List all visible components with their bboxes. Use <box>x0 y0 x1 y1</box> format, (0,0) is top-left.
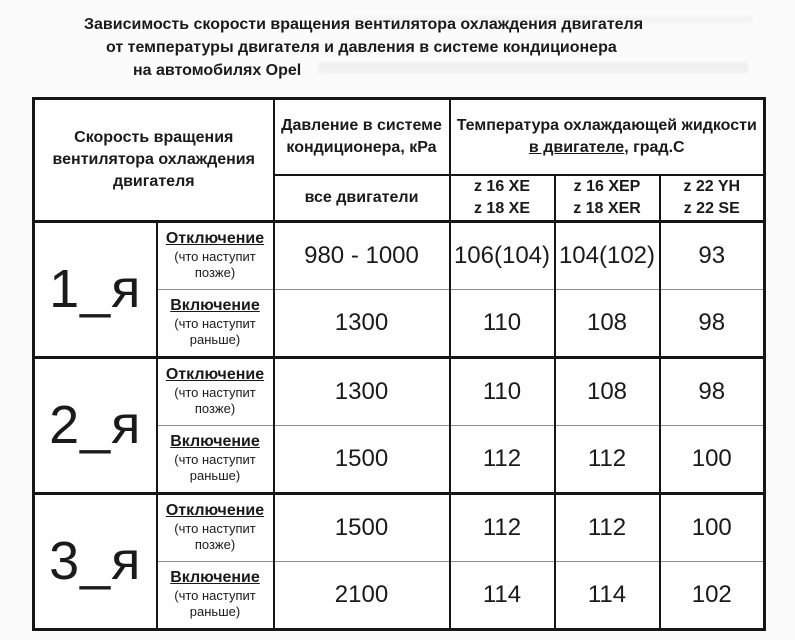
temp-value: 110 <box>450 357 555 425</box>
temp-value: 112 <box>555 493 660 561</box>
header-all-engines: все двигатели <box>274 175 450 222</box>
temp-value: 108 <box>555 289 660 357</box>
mode-label: Отключение <box>165 366 265 383</box>
title-line-2: от температуры двигателя и давления в системе кондиционера <box>106 39 617 56</box>
temp-value: 112 <box>555 425 660 493</box>
engine-code: z 16 XE <box>473 177 531 195</box>
mode-cell <box>157 493 274 561</box>
mode-note: (что наступит раньше) <box>174 316 256 347</box>
engine-code: z 16 XEP <box>573 177 641 195</box>
speed-label-2: 2_я <box>34 357 157 493</box>
mode-cell <box>157 425 274 493</box>
watermark-smudge <box>318 62 748 73</box>
temp-value: 108 <box>555 357 660 425</box>
header-engine-col-3 <box>660 175 765 222</box>
temp-value: 98 <box>660 289 765 357</box>
engine-code: z 22 YH <box>683 177 741 195</box>
mode-cell <box>157 221 274 289</box>
pressure-value: 980 - 1000 <box>274 221 450 289</box>
mode-cell <box>157 289 274 357</box>
header-temperature <box>450 99 765 175</box>
pressure-value: 1500 <box>274 425 450 493</box>
header-fan-speed: Скорость вращения вентилятора охлаждения двигателя <box>34 99 274 222</box>
temp-value: 104(102) <box>555 221 660 289</box>
pressure-value: 1300 <box>274 289 450 357</box>
fan-speed-table <box>32 97 766 631</box>
mode-label: Отключение <box>165 230 265 247</box>
temp-value: 106(104) <box>450 221 555 289</box>
temp-value: 110 <box>450 289 555 357</box>
mode-label: Включение <box>170 569 260 586</box>
mode-cell <box>157 561 274 629</box>
speed-label-3: 3_я <box>34 493 157 629</box>
temp-value: 100 <box>660 493 765 561</box>
mode-label: Включение <box>170 297 260 314</box>
mode-note: (что наступит позже) <box>174 249 256 280</box>
header-temperature-underlined: в двигателе <box>528 138 625 156</box>
engine-code: z 18 XE <box>473 199 531 217</box>
title-line-1: Зависимость скорости вращения вентилятора охлаждения двигателя <box>84 16 644 33</box>
header-engine-col-1 <box>450 175 555 222</box>
engine-code: z 22 SE <box>683 199 740 217</box>
header-pressure: Давление в системе кондиционера, кРа <box>274 99 450 175</box>
mode-cell <box>157 357 274 425</box>
temp-value: 112 <box>450 493 555 561</box>
temp-value: 93 <box>660 221 765 289</box>
mode-label: Отключение <box>165 502 265 519</box>
header-engine-col-2 <box>555 175 660 222</box>
mode-note: (что наступит позже) <box>174 385 256 416</box>
watermark-smudge <box>352 16 752 23</box>
temp-value: 98 <box>660 357 765 425</box>
speed-label-1: 1_я <box>34 221 157 357</box>
pressure-value: 2100 <box>274 561 450 629</box>
mode-note: (что наступит раньше) <box>174 588 256 619</box>
mode-label: Включение <box>170 433 260 450</box>
temp-value: 102 <box>660 561 765 629</box>
header-temperature-line1: Температура охлаждающей жидкости <box>456 116 757 134</box>
temp-value: 114 <box>450 561 555 629</box>
temp-value: 114 <box>555 561 660 629</box>
mode-note: (что наступит позже) <box>174 521 256 552</box>
mode-note: (что наступит раньше) <box>174 452 256 483</box>
temp-value: 100 <box>660 425 765 493</box>
engine-code: z 18 XER <box>573 199 641 217</box>
title-line-3: на автомобилях Opel <box>133 62 302 79</box>
header-temperature-units: , град.С <box>624 138 685 156</box>
pressure-value: 1300 <box>274 357 450 425</box>
pressure-value: 1500 <box>274 493 450 561</box>
temp-value: 112 <box>450 425 555 493</box>
